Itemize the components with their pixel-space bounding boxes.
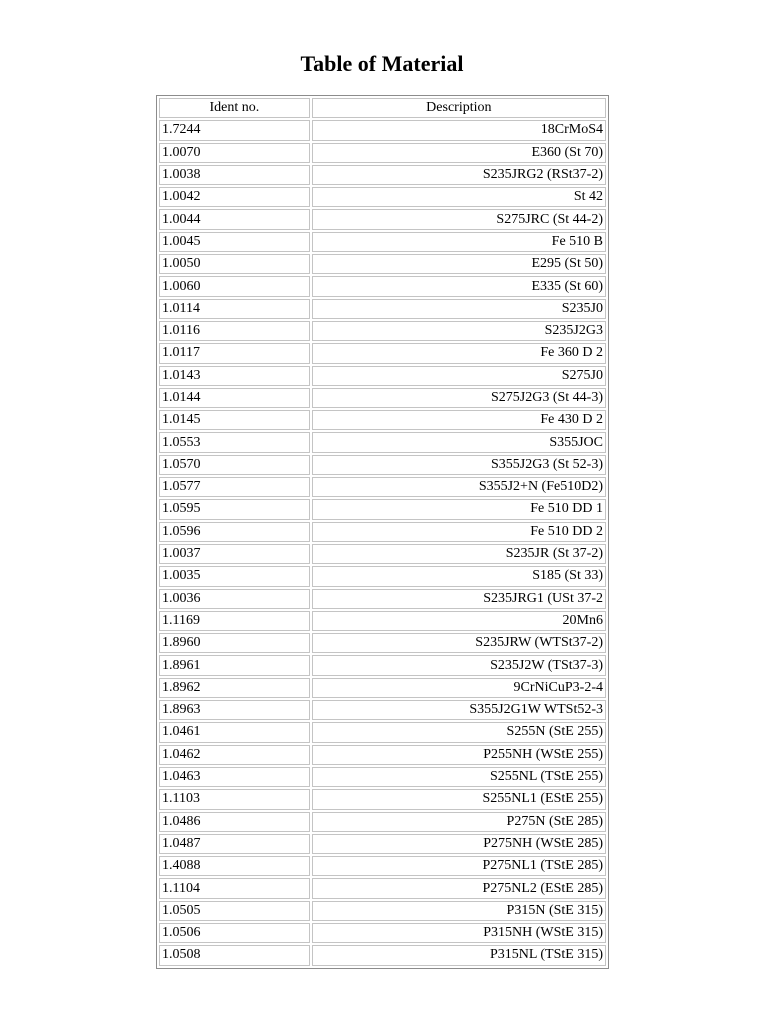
table-row: [159, 187, 606, 207]
ident-cell: 1.0044: [159, 209, 310, 229]
description-cell: Fe 510 DD 1: [312, 499, 606, 519]
ident-cell: 1.0070: [159, 143, 310, 163]
ident-cell: 1.0060: [159, 276, 310, 296]
table-row: [159, 499, 606, 519]
table-row: [159, 923, 606, 943]
table-row: [159, 165, 606, 185]
table-row: [159, 366, 606, 386]
ident-cell: 1.0035: [159, 566, 310, 586]
material-table-body: [159, 120, 606, 965]
ident-cell: 1.0505: [159, 901, 310, 921]
table-row: [159, 589, 606, 609]
ident-cell: 1.8962: [159, 678, 310, 698]
ident-cell: 1.0553: [159, 432, 310, 452]
table-row: [159, 745, 606, 765]
description-cell: Fe 510 DD 2: [312, 522, 606, 542]
description-cell: P315N (StE 315): [312, 901, 606, 921]
table-row: [159, 544, 606, 564]
ident-cell: 1.0487: [159, 834, 310, 854]
ident-cell: 1.1103: [159, 789, 310, 809]
ident-cell: 1.0116: [159, 321, 310, 341]
description-cell: S235J0: [312, 299, 606, 319]
ident-cell: 1.0508: [159, 945, 310, 965]
ident-cell: 1.0143: [159, 366, 310, 386]
description-cell: S235J2G3: [312, 321, 606, 341]
table-row: [159, 232, 606, 252]
description-cell: P275N (StE 285): [312, 812, 606, 832]
table-row: [159, 878, 606, 898]
table-row: [159, 901, 606, 921]
column-header-ident: Ident no.: [159, 98, 310, 118]
ident-cell: 1.4088: [159, 856, 310, 876]
description-cell: P275NH (WStE 285): [312, 834, 606, 854]
description-cell: S235JRG2 (RSt37-2): [312, 165, 606, 185]
ident-cell: 1.0570: [159, 455, 310, 475]
ident-cell: 1.0461: [159, 722, 310, 742]
ident-cell: 1.0117: [159, 343, 310, 363]
description-cell: P315NL (TStE 315): [312, 945, 606, 965]
column-header-description: Description: [312, 98, 606, 118]
ident-cell: 1.7244: [159, 120, 310, 140]
table-row: [159, 143, 606, 163]
description-cell: S235JRW (WTSt37-2): [312, 633, 606, 653]
description-cell: S255N (StE 255): [312, 722, 606, 742]
description-cell: P315NH (WStE 315): [312, 923, 606, 943]
description-cell: S235JR (St 37-2): [312, 544, 606, 564]
ident-cell: 1.0144: [159, 388, 310, 408]
description-cell: S255NL (TStE 255): [312, 767, 606, 787]
table-row: [159, 388, 606, 408]
description-cell: Fe 360 D 2: [312, 343, 606, 363]
table-row: [159, 789, 606, 809]
description-cell: 9CrNiCuP3-2-4: [312, 678, 606, 698]
table-row: [159, 700, 606, 720]
table-row: [159, 767, 606, 787]
description-cell: S355J2+N (Fe510D2): [312, 477, 606, 497]
table-row: [159, 834, 606, 854]
ident-cell: 1.0596: [159, 522, 310, 542]
page-title: Table of Material: [300, 51, 464, 76]
table-row: [159, 209, 606, 229]
description-cell: S355J2G3 (St 52-3): [312, 455, 606, 475]
table-row: [159, 633, 606, 653]
table-header-row: [159, 98, 606, 118]
description-cell: 18CrMoS4: [312, 120, 606, 140]
table-row: [159, 522, 606, 542]
ident-cell: 1.0595: [159, 499, 310, 519]
ident-cell: 1.0036: [159, 589, 310, 609]
table-row: [159, 678, 606, 698]
ident-cell: 1.8961: [159, 655, 310, 675]
ident-cell: 1.0042: [159, 187, 310, 207]
ident-cell: 1.0486: [159, 812, 310, 832]
description-cell: S235JRG1 (USt 37-2: [312, 589, 606, 609]
ident-cell: 1.0050: [159, 254, 310, 274]
description-cell: P275NL2 (EStE 285): [312, 878, 606, 898]
description-cell: S275JRC (St 44-2): [312, 209, 606, 229]
ident-cell: 1.0037: [159, 544, 310, 564]
description-cell: S185 (St 33): [312, 566, 606, 586]
description-cell: E360 (St 70): [312, 143, 606, 163]
table-row: [159, 477, 606, 497]
table-row: [159, 455, 606, 475]
ident-cell: 1.1169: [159, 611, 310, 631]
table-row: [159, 722, 606, 742]
table-row: [159, 410, 606, 430]
table-row: [159, 276, 606, 296]
description-cell: S355J2G1W WTSt52-3: [312, 700, 606, 720]
ident-cell: 1.0577: [159, 477, 310, 497]
description-cell: Fe 510 B: [312, 232, 606, 252]
ident-cell: 1.0114: [159, 299, 310, 319]
ident-cell: 1.8960: [159, 633, 310, 653]
table-row: [159, 812, 606, 832]
ident-cell: 1.0145: [159, 410, 310, 430]
table-row: [159, 120, 606, 140]
description-cell: St 42: [312, 187, 606, 207]
description-cell: P255NH (WStE 255): [312, 745, 606, 765]
description-cell: E335 (St 60): [312, 276, 606, 296]
ident-cell: 1.0038: [159, 165, 310, 185]
table-row: [159, 299, 606, 319]
table-row: [159, 611, 606, 631]
ident-cell: 1.0463: [159, 767, 310, 787]
description-cell: S275J2G3 (St 44-3): [312, 388, 606, 408]
description-cell: S355JOC: [312, 432, 606, 452]
table-row: [159, 321, 606, 341]
table-row: [159, 856, 606, 876]
table-row: [159, 343, 606, 363]
table-row: [159, 432, 606, 452]
ident-cell: 1.0462: [159, 745, 310, 765]
description-cell: S235J2W (TSt37-3): [312, 655, 606, 675]
description-cell: S255NL1 (EStE 255): [312, 789, 606, 809]
description-cell: E295 (St 50): [312, 254, 606, 274]
description-cell: P275NL1 (TStE 285): [312, 856, 606, 876]
table-row: [159, 655, 606, 675]
ident-cell: 1.0506: [159, 923, 310, 943]
description-cell: Fe 430 D 2: [312, 410, 606, 430]
table-row: [159, 945, 606, 965]
description-cell: S275J0: [312, 366, 606, 386]
ident-cell: 1.8963: [159, 700, 310, 720]
table-row: [159, 254, 606, 274]
material-table: [156, 95, 609, 969]
description-cell: 20Mn6: [312, 611, 606, 631]
table-row: [159, 566, 606, 586]
ident-cell: 1.0045: [159, 232, 310, 252]
ident-cell: 1.1104: [159, 878, 310, 898]
